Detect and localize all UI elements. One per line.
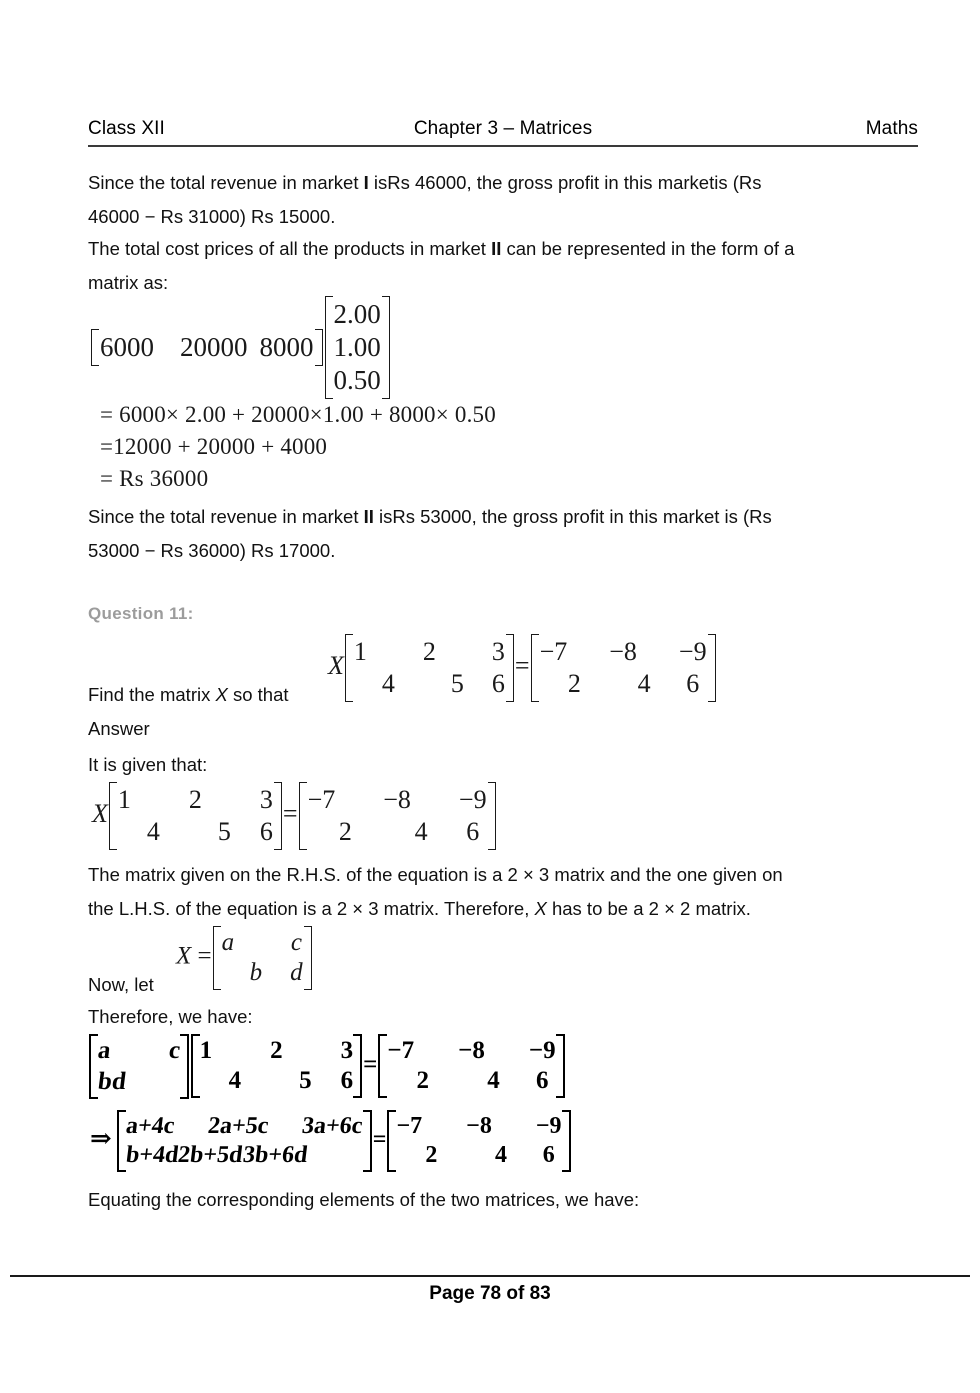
matrix-cell: 8000: [259, 332, 314, 362]
matrix-cell: 2: [425, 1142, 438, 1168]
matrix-cell: c: [166, 1037, 182, 1065]
matrix-cell: 6: [491, 669, 505, 698]
matrix-cell: 3b+6d: [241, 1142, 309, 1168]
paragraph-dimension-line2: [88, 892, 751, 926]
equals-sign: =: [363, 1051, 378, 1078]
matrix-cell: 3a+6c: [300, 1113, 365, 1139]
now-let-label: Now, let: [88, 974, 154, 995]
matrix-cell: 6: [686, 669, 700, 698]
calculation-line-2: =12000 + 20000 + 4000: [100, 434, 328, 459]
matrix-cell: 2a+5c: [206, 1113, 271, 1139]
matrix-variable-x: X: [328, 650, 344, 680]
text-fragment: has to be a 2 × 2 matrix.: [546, 898, 751, 919]
header-subject-label: Maths: [865, 118, 918, 139]
paragraph-market2-intro-line1: [88, 232, 794, 266]
matrix-cell: 4: [414, 817, 428, 846]
matrix-cell: 2: [567, 669, 581, 698]
matrix-cell: 2.00: [333, 299, 381, 329]
matrix-X-unknown: [89, 1034, 189, 1099]
matrix-cell: 2: [422, 637, 436, 666]
matrix-A: [109, 782, 282, 850]
paragraph-market2-result-line1: [88, 500, 772, 534]
matrix-cell: 1: [353, 637, 367, 666]
equation-question11: [328, 634, 717, 702]
matrix-cell: −9: [535, 1113, 562, 1139]
variable-x: X: [534, 898, 547, 919]
matrix-cell: 20000: [180, 332, 248, 362]
calculation-line-1: = 6000× 2.00 + 20000×1.00 + 8000× 0.50: [100, 402, 496, 427]
matrix-cell: 3: [259, 785, 273, 814]
matrix-cell: 5: [217, 817, 231, 846]
matrix-cost-row-vector: [91, 329, 323, 366]
matrix-cell: a+4c: [124, 1113, 176, 1139]
market-roman-two: II: [363, 506, 374, 527]
matrix-variable-x: X: [92, 798, 108, 828]
header-class-label: Class XII: [88, 118, 165, 139]
given-label: It is given that:: [88, 754, 208, 775]
question-heading: Question 11:: [88, 604, 194, 623]
header-chapter-title: Chapter 3 – Matrices: [413, 118, 593, 139]
paragraph-market1-line2: 46000 − Rs 31000) Rs 15000.: [88, 206, 336, 227]
market-roman-one: I: [363, 172, 369, 193]
matrix-cell: 6: [542, 1142, 555, 1168]
matrix-cell: 2b+5d: [176, 1142, 245, 1168]
page-header: [88, 118, 918, 140]
matrix-cell: −9: [528, 1037, 556, 1065]
matrix-B: [299, 782, 496, 850]
equation-product: [88, 1034, 566, 1099]
page-number-label: Page 78 of 83: [429, 1283, 551, 1304]
matrix-cell: −8: [466, 1113, 492, 1139]
matrix-price-column-vector: [325, 296, 390, 399]
matrix-A: [191, 1034, 363, 1098]
text-fragment: isRs 46000, the gross profit in this marketis (Rs: [368, 172, 762, 193]
matrix-B: [378, 1034, 564, 1098]
equating-label: Equating the corresponding elements of the two matrices, we have:: [88, 1189, 640, 1210]
equation-x-definition: [176, 926, 313, 990]
paragraph-dimension-line1: The matrix given on the R.H.S. of the equation is a 2 × 3 matrix and the one given on: [88, 864, 783, 885]
matrix-cell: 6: [340, 1067, 354, 1095]
matrix-cell: b: [96, 1067, 114, 1095]
matrix-cell: 6: [535, 1067, 549, 1095]
matrix-cell: 1: [199, 1037, 213, 1065]
matrix-cell: d: [290, 959, 303, 986]
therefore-label: Therefore, we have:: [88, 1006, 253, 1027]
matrix-cell: −8: [458, 1037, 485, 1065]
equation-cost-matrix: [90, 296, 391, 399]
find-matrix-prompt: [88, 678, 289, 712]
text-fragment: isRs 53000, the gross profit in this market is (Rs: [373, 506, 772, 527]
matrix-cell: 0.50: [333, 365, 381, 395]
matrix-cell: b+4d: [124, 1142, 180, 1168]
matrix-cell: a: [96, 1037, 113, 1065]
paragraph-market1-line1: [88, 166, 762, 200]
equals-sign: =: [197, 942, 212, 970]
matrix-cell: 4: [228, 1067, 242, 1095]
matrix-cell: 3: [491, 637, 505, 666]
matrix-cell: −7: [539, 637, 568, 666]
matrix-cell: 5: [299, 1067, 312, 1095]
matrix-cell: 4: [381, 669, 395, 698]
matrix-cell: 4: [487, 1067, 500, 1095]
matrix-cell: 2: [188, 785, 202, 814]
text-fragment: Since the total revenue in market: [88, 172, 364, 193]
matrix-cell: 2: [416, 1067, 429, 1095]
matrix-cell: 3: [340, 1037, 354, 1065]
equals-sign: =: [514, 650, 530, 680]
equals-sign: =: [282, 798, 298, 828]
matrix-cell: a: [221, 929, 235, 956]
matrix-cell: b: [249, 959, 263, 986]
equation-product-expanded: [90, 1110, 572, 1172]
matrix-cell: 6: [466, 817, 480, 846]
matrix-cell: 4: [495, 1142, 507, 1168]
equals-sign: =: [372, 1126, 387, 1153]
matrix-product-expanded: [117, 1110, 372, 1172]
equation-given: [92, 782, 497, 850]
matrix-cell: 2: [270, 1037, 283, 1065]
paragraph-market2-intro-line2: matrix as:: [88, 272, 169, 293]
matrix-cell: 6: [259, 817, 273, 846]
matrix-cell: −8: [609, 637, 637, 666]
matrix-cell: d: [110, 1067, 128, 1095]
market-roman-two: II: [491, 238, 502, 259]
matrix-cell: 6000: [100, 332, 154, 362]
matrix-cell: 1.00: [333, 332, 381, 362]
matrix-cell: −9: [458, 785, 487, 814]
answer-label: Answer: [88, 718, 150, 739]
matrix-cell: −7: [387, 1037, 415, 1065]
matrix-B: [387, 1110, 570, 1172]
matrix-cell: −8: [383, 785, 411, 814]
implies-arrow-icon: ⇒: [90, 1123, 112, 1153]
matrix-cell: −7: [307, 785, 336, 814]
matrix-variable-x: X: [176, 942, 192, 970]
text-fragment: so that: [227, 684, 289, 705]
calculation-line-3: = Rs 36000: [100, 466, 209, 491]
matrix-cell: 4: [637, 669, 651, 698]
footer-divider: [10, 1275, 970, 1277]
matrix-X-unknown: [213, 926, 312, 990]
matrix-B: [531, 634, 716, 702]
variable-x: X: [215, 684, 228, 705]
matrix-cell: −7: [396, 1113, 423, 1139]
text-fragment: can be represented in the form of a: [501, 238, 795, 259]
matrix-cell: c: [290, 929, 302, 956]
matrix-cell: 2: [338, 817, 352, 846]
text-fragment: the L.H.S. of the equation is a 2 × 3 matrix. Therefore,: [88, 898, 535, 919]
matrix-A: [345, 634, 514, 702]
matrix-cell: 1: [117, 785, 131, 814]
matrix-cell: 5: [450, 669, 464, 698]
text-fragment: The total cost prices of all the products in market: [88, 238, 492, 259]
text-fragment: Since the total revenue in market: [88, 506, 364, 527]
matrix-cell: −9: [678, 637, 707, 666]
paragraph-market2-result-line2: 53000 − Rs 36000) Rs 17000.: [88, 540, 336, 561]
text-fragment: Find the matrix: [88, 684, 216, 705]
header-divider: [88, 145, 918, 147]
matrix-cell: 4: [146, 817, 160, 846]
